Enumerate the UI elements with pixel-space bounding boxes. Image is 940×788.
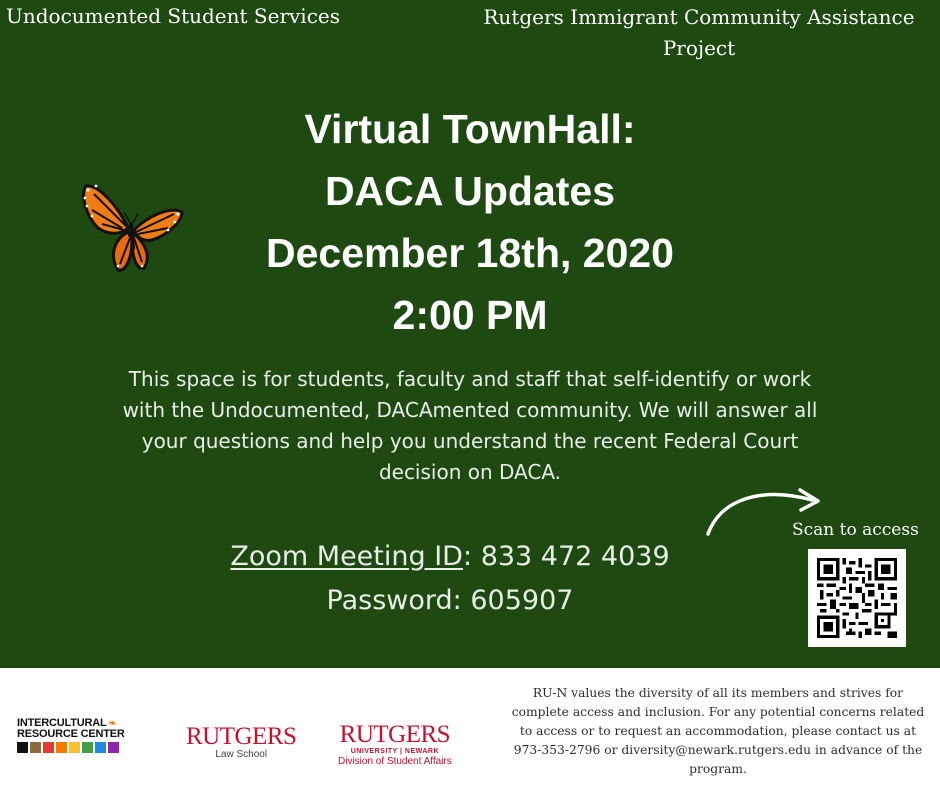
event-description <box>108 364 832 488</box>
irc-line-1-text: INTERCULTURAL <box>17 717 107 729</box>
description-line-2: with the Undocumented, DACAmented community. We will answer all <box>122 398 818 422</box>
irc-color-square <box>108 742 119 753</box>
footer-line-5: program. <box>689 762 747 776</box>
footer-line-4: 973-353-2796 or diversity@newark.rutgers.edu in advance of the <box>513 743 923 757</box>
title-line-2: DACA Updates <box>324 168 616 214</box>
qr-caption: Scan to access <box>792 520 919 540</box>
zoom-password-label: Password: <box>326 585 462 616</box>
event-time: 2:00 PM <box>392 292 548 338</box>
footer-line-1: RU-N values the diversity of all its members and strives for <box>532 686 904 700</box>
header-right-line1: Rutgers Immigrant Community Assistance <box>483 5 915 29</box>
intercultural-resource-center-logo <box>17 718 125 753</box>
rutgers-law-logo <box>186 724 296 761</box>
irc-color-square <box>17 742 28 753</box>
irc-color-square <box>69 742 80 753</box>
footer-line-3: to access or to request an accommodation, please contact us at <box>519 724 917 738</box>
zoom-meeting-id: 833 472 4039 <box>480 541 670 572</box>
rutgers-law-subtitle: Law School <box>215 749 268 760</box>
accessibility-statement <box>498 684 938 779</box>
irc-color-square <box>43 742 54 753</box>
zoom-password-row <box>150 579 750 623</box>
rutgers-law-wordmark: RUTGERS <box>186 723 297 750</box>
header-left-org: Undocumented Student Services <box>6 4 341 28</box>
zoom-meeting-row <box>150 535 750 579</box>
header-right-line2: Project <box>662 36 736 60</box>
rutgers-newark-wordmark: RUTGERS <box>339 721 451 748</box>
event-title <box>170 98 770 346</box>
header-right-org <box>456 2 940 64</box>
irc-color-squares <box>17 742 125 753</box>
zoom-meeting-link[interactable]: Zoom Meeting ID <box>230 541 463 572</box>
irc-color-square <box>30 742 41 753</box>
irc-butterfly-icon: ❧ <box>106 718 117 728</box>
rutgers-newark-logo <box>338 722 452 768</box>
irc-color-square <box>95 742 106 753</box>
footer-line-2: complete access and inclusion. For any potential concerns related <box>511 705 925 719</box>
event-date: December 18th, 2020 <box>266 230 674 276</box>
irc-line-2: RESOURCE CENTER <box>17 728 125 740</box>
irc-color-square <box>56 742 67 753</box>
rutgers-newark-division: Division of Student Affairs <box>338 756 452 767</box>
qr-code-icon[interactable] <box>808 549 906 647</box>
zoom-separator: : <box>462 541 473 572</box>
description-line-3: your questions and help you understand the recent Federal Court <box>141 429 799 453</box>
irc-color-square <box>82 742 93 753</box>
title-line-1: Virtual TownHall: <box>304 106 636 152</box>
description-line-1: This space is for students, faculty and staff that self-identify or work <box>128 367 812 391</box>
description-line-4: decision on DACA. <box>378 460 562 484</box>
zoom-password: 605907 <box>470 585 574 616</box>
zoom-info <box>150 535 750 623</box>
rutgers-newark-subtitle: UNIVERSITY | NEWARK <box>350 748 440 755</box>
